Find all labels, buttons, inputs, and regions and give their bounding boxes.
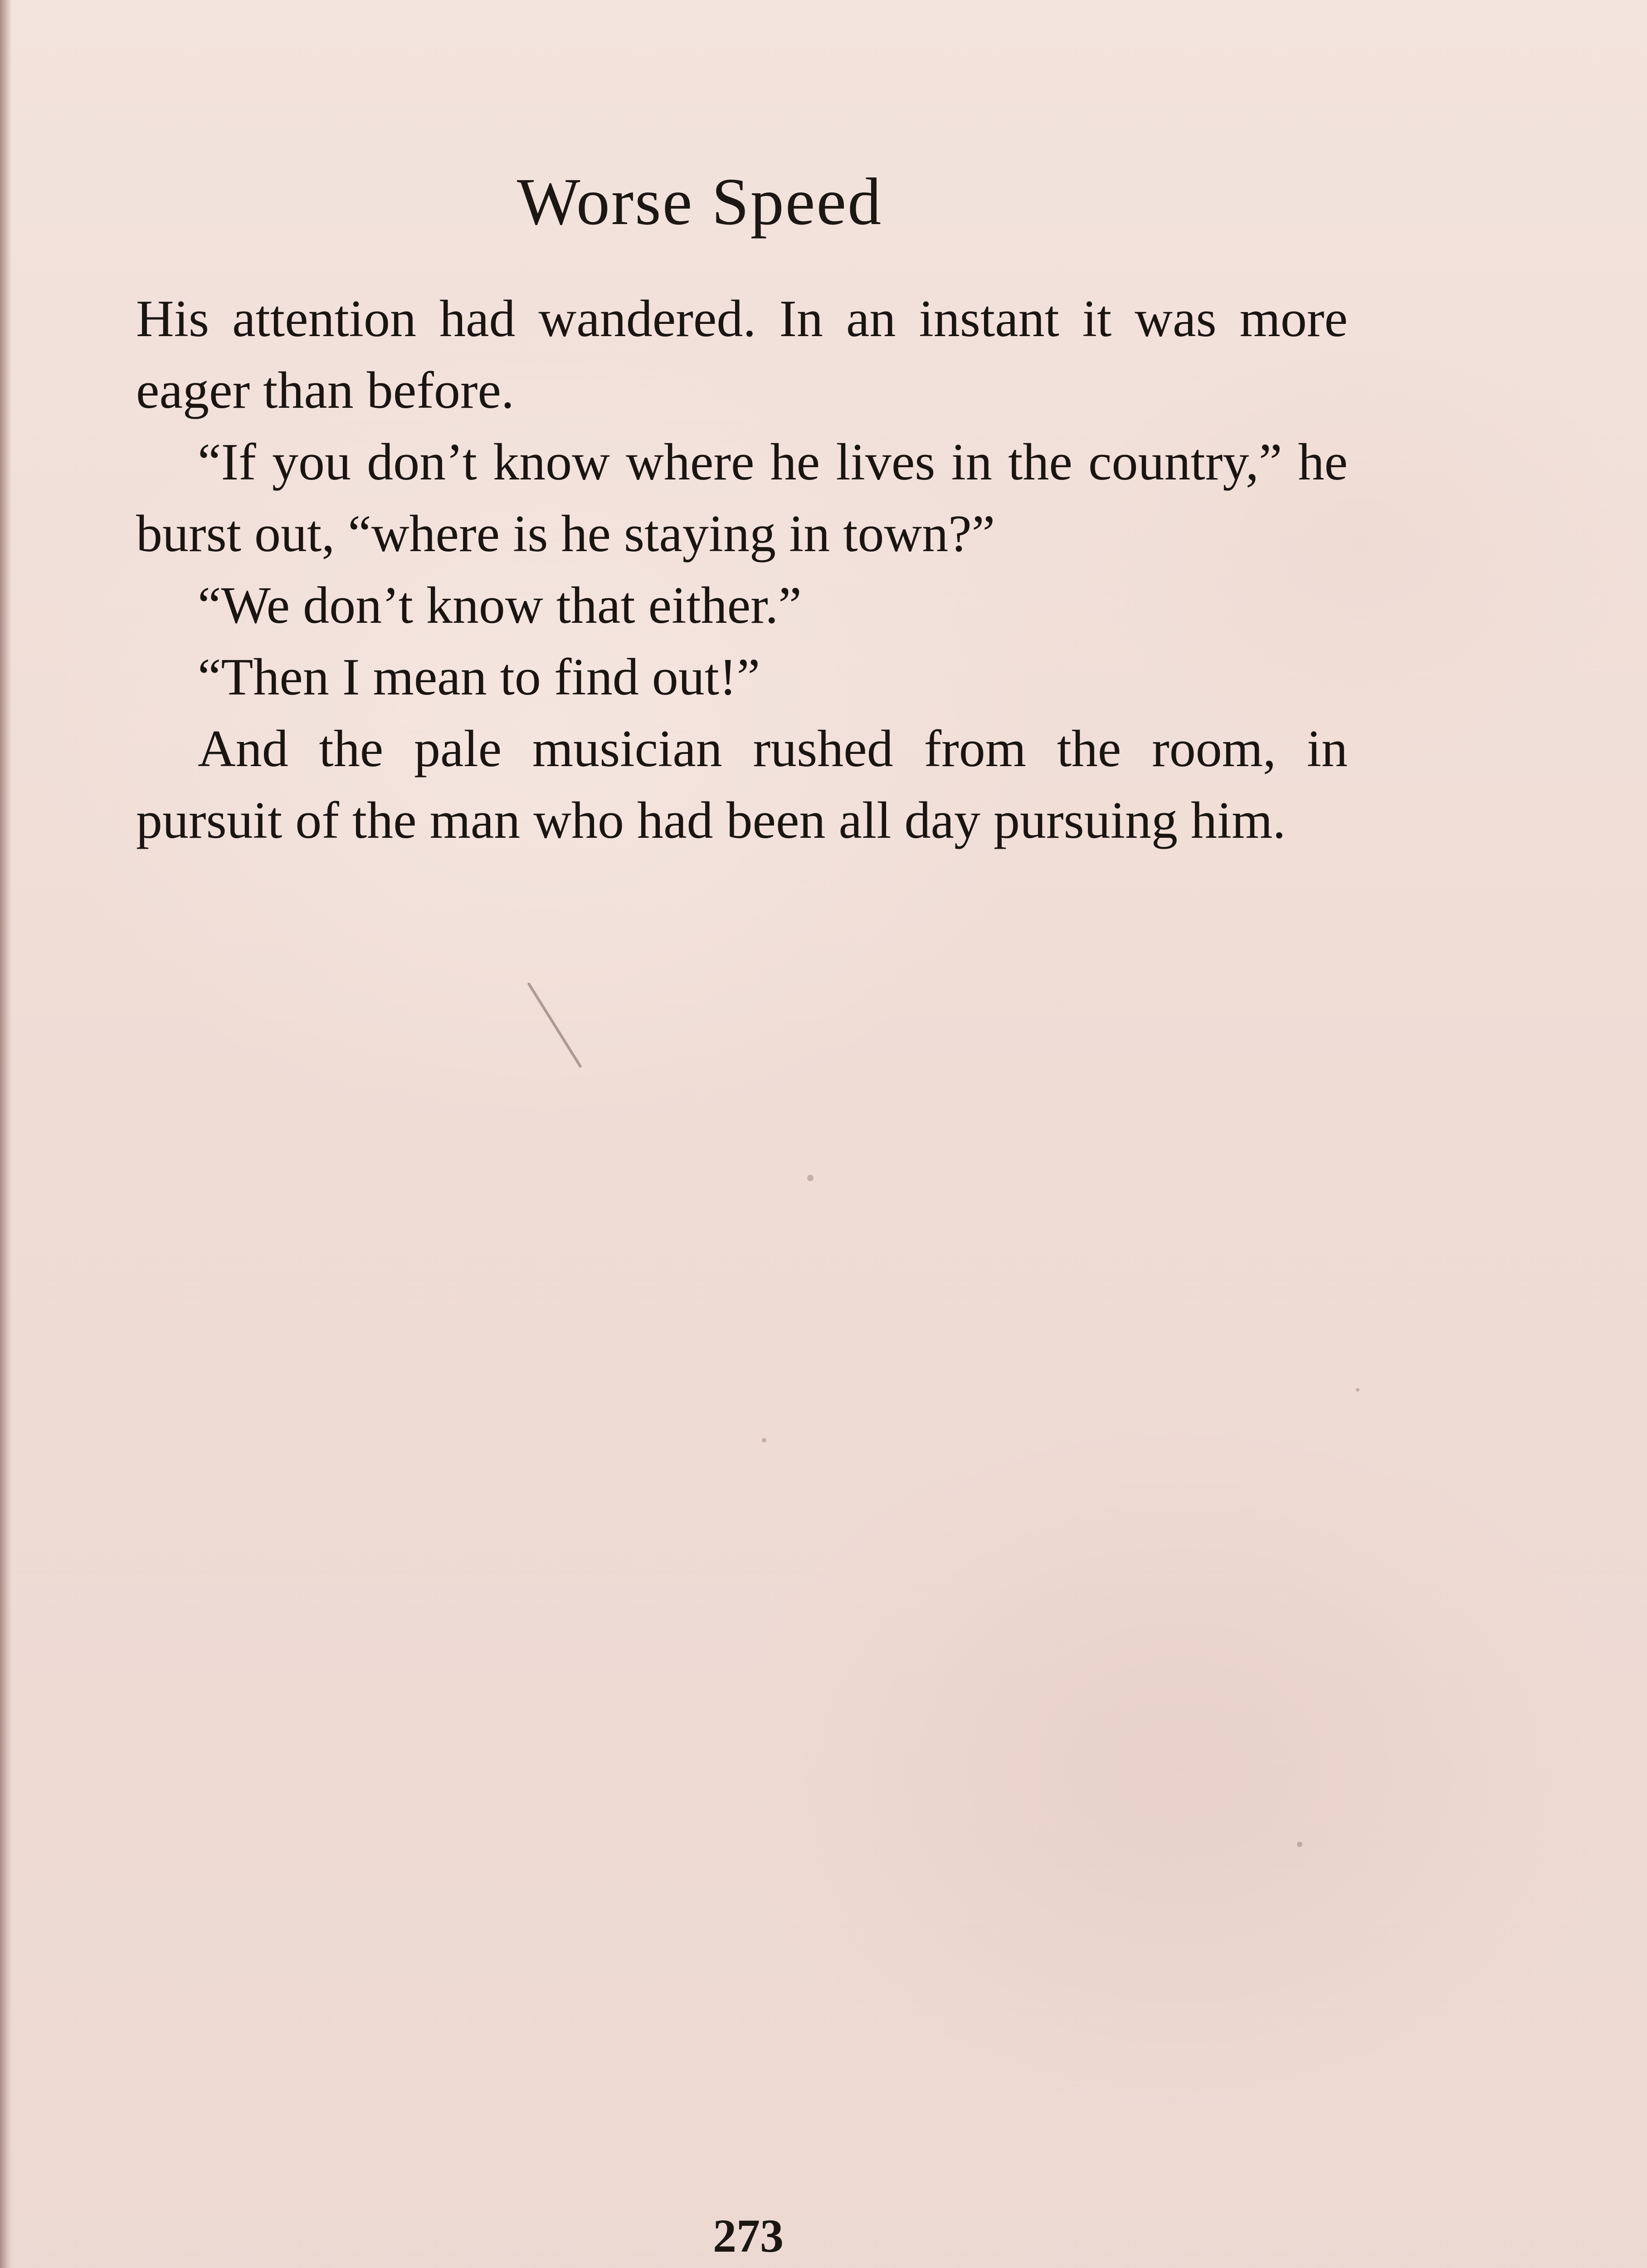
paper-scratch-mark <box>527 982 582 1068</box>
paragraph-4: “Then I mean to find out!” <box>198 648 760 706</box>
running-head: Worse Speed <box>517 165 883 239</box>
paper-speck <box>807 1175 814 1181</box>
page-number: 273 <box>713 2210 784 2262</box>
paper-speck <box>1297 1842 1302 1847</box>
paragraph-2: “If you don’t know where he lives in the country,” he burst out, “where is he staying in town?” <box>136 433 1348 563</box>
paragraph-5: And the pale musician rushed from the room, in pursuit of the man who had been all day pursuing him. <box>136 720 1348 850</box>
paper-speck <box>762 1438 766 1442</box>
paragraph-1: His attention had wandered. In an instant it was more eager than before. <box>136 290 1348 420</box>
paper-speck <box>1356 1388 1360 1392</box>
paragraph-3: “We don’t know that either.” <box>198 577 802 635</box>
page-binding-edge <box>0 0 12 2268</box>
body-text <box>136 283 1348 856</box>
